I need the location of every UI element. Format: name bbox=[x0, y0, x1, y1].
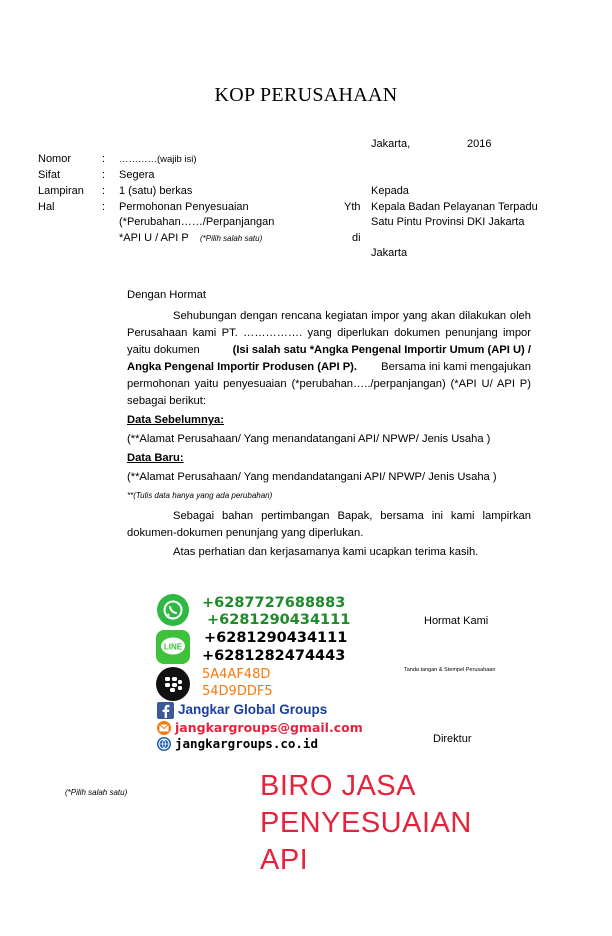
meta-value-lampiran: 1 (satu) berkas bbox=[119, 185, 193, 197]
body-line: dokumen-dokumen penunjang yang diperlukan. bbox=[127, 527, 364, 539]
closing-regards: Hormat Kami bbox=[424, 615, 489, 627]
whatsapp-number-1: +6287727688883 bbox=[202, 595, 346, 611]
body-bold-text: Angka Pengenal Importir Produsen (API P). bbox=[127, 361, 357, 373]
meta-label-lampiran: Lampiran bbox=[38, 185, 84, 197]
hal-note: (*Pilih salah satu) bbox=[200, 234, 263, 243]
bbm-pin-2: 54D9DDF5 bbox=[202, 684, 273, 699]
meta-colon: : bbox=[102, 153, 106, 165]
body-line bbox=[127, 342, 531, 359]
meta-value-nomor: …………(wajib isi) bbox=[119, 154, 197, 165]
date-city: Jakarta, bbox=[371, 138, 411, 150]
meta-label-hal: Hal bbox=[38, 201, 55, 213]
date-year: 2016 bbox=[467, 138, 492, 150]
whatsapp-number-2: +6281290434111 bbox=[207, 612, 351, 628]
meta-colon: : bbox=[102, 169, 106, 181]
addressee-yth: Yth bbox=[344, 201, 361, 213]
promo-line-1: BIRO JASA bbox=[260, 770, 416, 802]
svg-text:LINE: LINE bbox=[163, 642, 183, 652]
body-line bbox=[127, 359, 531, 376]
prev-data-heading: Data Sebelumnya: bbox=[127, 414, 224, 426]
prev-data-text: (**Alamat Perusahaan/ Yang menandatangani API/ NPWP/ Jenis Usaha ) bbox=[127, 433, 491, 445]
letterhead-title: KOP PERUSAHAAN bbox=[214, 84, 398, 106]
addressee-kepada: Kepada bbox=[371, 185, 409, 197]
website-url[interactable]: jangkargroups.co.id bbox=[175, 736, 318, 751]
body-line: Sebagai bahan pertimbangan Bapak, bersama ini kami lampirkan bbox=[173, 510, 531, 522]
meta-colon: : bbox=[102, 185, 106, 197]
addressee-di: di bbox=[352, 232, 361, 244]
addressee-line2: Satu Pintu Provinsi DKI Jakarta bbox=[371, 216, 525, 228]
hal-line3: *API U / API P bbox=[119, 232, 189, 244]
promo-line-2: PENYESUAIAN bbox=[260, 807, 472, 839]
meta-colon: : bbox=[102, 201, 106, 213]
whatsapp-icon bbox=[157, 594, 189, 626]
line-icon bbox=[156, 630, 190, 664]
new-data-text: (**Alamat Perusahaan/ Yang mendandatangani API/ NPWP/ Jenis Usaha ) bbox=[127, 471, 497, 483]
addressee-city: Jakarta bbox=[371, 247, 408, 259]
body-line: permohonan yaitu penyesuaian (*perubahan…../perpanjangan) (*API U/ API P) bbox=[127, 378, 531, 390]
choose-note: (*Pilih salah satu) bbox=[65, 788, 128, 797]
line-number-2: +6281282474443 bbox=[202, 648, 346, 664]
facebook-name[interactable]: Jangkar Global Groups bbox=[178, 702, 328, 717]
body-line: sebagai berikut: bbox=[127, 395, 206, 407]
greeting: Dengan Hormat bbox=[127, 289, 206, 301]
email-address[interactable]: jangkargroups@gmail.com bbox=[175, 720, 363, 735]
meta-label-sifat: Sifat bbox=[38, 169, 61, 181]
addressee-line1: Kepala Badan Pelayanan Terpadu bbox=[371, 201, 538, 213]
bbm-pin-1: 5A4AF48D bbox=[202, 667, 271, 682]
meta-value-sifat: Segera bbox=[119, 169, 155, 181]
globe-icon bbox=[157, 737, 171, 751]
facebook-icon bbox=[157, 702, 174, 719]
signature-role: Direktur bbox=[433, 733, 472, 745]
meta-label-nomor: Nomor bbox=[38, 153, 72, 165]
email-icon bbox=[157, 721, 171, 735]
hal-line2: (*Perubahan……/Perpanjangan bbox=[119, 216, 275, 228]
body-line: Sehubungan dengan rencana kegiatan impor yang akan dilakukan oleh bbox=[173, 310, 531, 322]
new-data-heading: Data Baru: bbox=[127, 452, 184, 464]
body-bold-text: (Isi salah satu *Angka Pengenal Importir Umum (API U) / bbox=[232, 344, 531, 356]
meta-value-hal: Permohonan Penyesuaian bbox=[119, 201, 249, 213]
bbm-icon bbox=[156, 667, 190, 701]
body-line: Perusahaan kami PT. ……………. yang diperlukan dokumen penunjang impor bbox=[127, 327, 531, 339]
promo-line-3: API bbox=[260, 844, 309, 876]
body-text: yaitu dokumen bbox=[127, 344, 200, 356]
change-note: **(Tulis data hanya yang ada perubahan) bbox=[127, 491, 273, 500]
stamp-note: Tanda tangan & Stempel Perusahaan bbox=[404, 667, 496, 673]
closing-line: Atas perhatian dan kerjasamanya kami ucapkan terima kasih. bbox=[173, 546, 479, 558]
body-text: Bersama ini kami mengajukan bbox=[381, 361, 531, 373]
line-number-1: +6281290434111 bbox=[204, 630, 348, 646]
